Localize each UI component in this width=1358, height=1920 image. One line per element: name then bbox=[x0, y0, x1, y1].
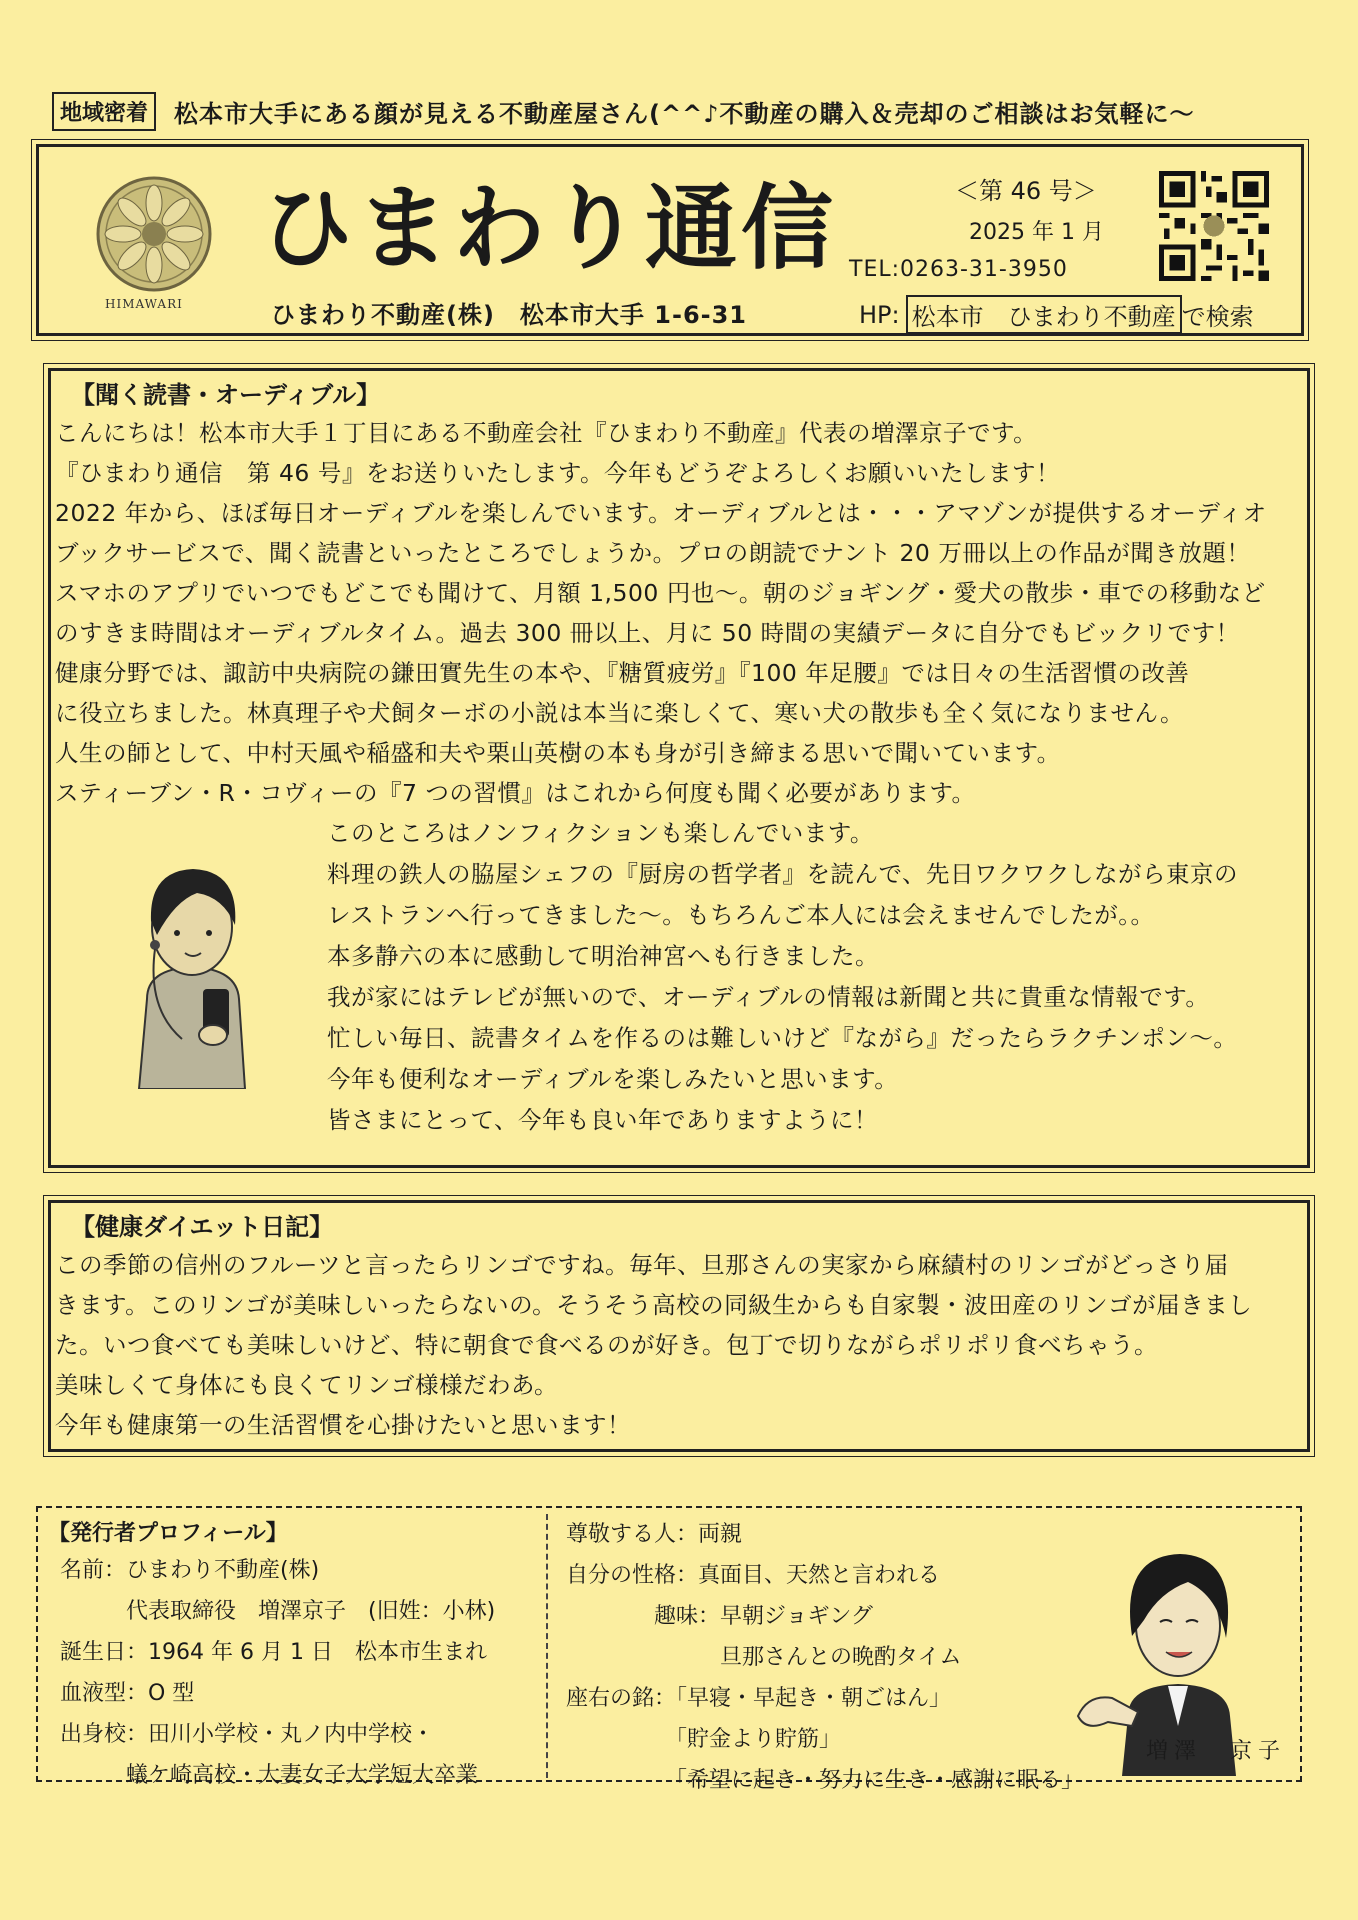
audible-line: 料理の鉄人の脇屋シェフの『厨房の哲学者』を読んで、先日ワクワクしながら東京の bbox=[327, 860, 1239, 888]
diet-line: た。いつ食べても美味しいけど、特に朝食で食べるのが好き。包丁で切りながらポリポリ食べちゃう。 bbox=[55, 1331, 1159, 1359]
profile-line: 趣味：早朝ジョギング bbox=[566, 1604, 873, 1629]
audible-line: 『ひまわり通信 第 46 号』をお送りいたします。今年もどうぞよろしくお願いいたします！ bbox=[55, 459, 1060, 487]
audible-line: スマホのアプリでいつでもどこでも聞けて、月額 1,500 円也～。朝のジョギング・愛犬の散歩・車での移動など bbox=[55, 579, 1266, 607]
audible-section bbox=[48, 368, 1310, 1168]
audible-line: のすきま時間はオーディブルタイム。過去 300 冊以上、月に 50 時間の実績データに自分でもビックリです！ bbox=[55, 619, 1240, 647]
profile-line: 「貯金より貯筋」 bbox=[566, 1727, 842, 1752]
profile-line: 出身校：田川小学校・丸ノ内中学校・ bbox=[60, 1722, 435, 1747]
audible-line: 本多静六の本に感動して明治神宮へも行きました。 bbox=[327, 942, 879, 970]
masthead bbox=[36, 144, 1304, 336]
diet-line: 美味しくて身体にも良くてリンゴ様様だわあ。 bbox=[55, 1371, 559, 1399]
audible-body bbox=[55, 413, 1267, 813]
diet-line: きます。このリンゴが美味しいったらないの。そうそう高校の同級生からも自家製・波田産のリンゴが届きまし bbox=[55, 1291, 1253, 1319]
profile-line: 座右の銘：「早寝・早起き・朝ごはん」 bbox=[566, 1686, 952, 1711]
audible-line: 人生の師として、中村天風や稲盛和夫や栗山英樹の本も身が引き締まる思いで聞いています。 bbox=[55, 739, 1061, 767]
tagline bbox=[52, 92, 1195, 130]
audible-line: 忙しい毎日、読書タイムを作るのは難しいけど『ながら』だったらラクチンポン～。 bbox=[327, 1024, 1238, 1052]
audible-line: 我が家にはテレビが無いので、オーディブルの情報は新聞と共に貴重な情報です。 bbox=[327, 983, 1210, 1011]
newsletter-title: ひまわり通信 bbox=[261, 175, 838, 282]
audible-line: 皆さまにとって、今年も良い年でありますように！ bbox=[327, 1106, 879, 1134]
sunflower-logo-icon bbox=[95, 175, 213, 293]
audible-line: こんにちは！松本市大手１丁目にある不動産会社『ひまわり不動産』代表の増澤京子です。 bbox=[55, 419, 1038, 447]
profile-right-column bbox=[566, 1514, 1083, 1801]
tagline-text: 松本市大手にある顔が見える不動産屋さん(^^♪不動産の購入＆売却のご相談はお気軽に～ bbox=[174, 99, 1195, 128]
issue-number: ＜第 46 号＞ bbox=[955, 177, 1097, 205]
hp-suffix: で検索 bbox=[1181, 303, 1254, 331]
profile-line: 蟻ケ崎高校・大妻女子大学短大卒業 bbox=[60, 1763, 479, 1788]
listening-girl-illustration bbox=[127, 849, 257, 1089]
qr-code-icon[interactable] bbox=[1159, 171, 1269, 281]
hp-search-terms: 松本市 ひまわり不動産 bbox=[906, 295, 1182, 334]
audible-line: レストランへ行ってきました～。もちろんご本人には会えませんでしたが。。 bbox=[327, 901, 1155, 929]
diet-heading: 【健康ダイエット日記】 bbox=[71, 1213, 334, 1241]
profile-line: 「希望に起き・努力に生き・感謝に眠る」 bbox=[566, 1768, 1084, 1793]
profile-heading: 【発行者プロフィール】 bbox=[48, 1521, 288, 1546]
tagline-badge: 地域密着 bbox=[52, 92, 156, 131]
profile-line: 尊敬する人：両親 bbox=[566, 1522, 743, 1547]
audible-line: に役立ちました。林真理子や犬飼ターボの小説は本当に楽しくて、寒い犬の散歩も全く気になりません。 bbox=[55, 699, 1184, 727]
audible-line: 2022 年から、ほぼ毎日オーディブルを楽しんでいます。オーディブルとは・・・アマゾンが提供するオーディオ bbox=[55, 499, 1267, 527]
profile-left-column bbox=[60, 1550, 495, 1796]
logo-label: HIMAWARI bbox=[105, 297, 183, 311]
profile-line: 代表取締役 増澤京子 (旧姓：小林) bbox=[60, 1599, 496, 1624]
telephone: TEL:0263-31-3950 bbox=[849, 257, 1068, 282]
audible-indented-body bbox=[327, 813, 1238, 1141]
audible-heading: 【聞く読書・オーディブル】 bbox=[71, 381, 381, 409]
diet-body bbox=[55, 1245, 1252, 1445]
company-address: ひまわり不動産(株) 松本市大手 1-6-31 bbox=[271, 301, 748, 329]
profile-divider bbox=[546, 1514, 548, 1778]
audible-line: 今年も便利なオーディブルを楽しみたいと思います。 bbox=[327, 1065, 899, 1093]
audible-line: ブックサービスで、聞く読書といったところでしょうか。プロの朗読でナント 20 万冊以上の作品が聞き放題！ bbox=[55, 539, 1251, 567]
hp-prefix: HP: bbox=[859, 300, 900, 329]
profile-line: 誕生日：1964 年 6 月 1 日 松本市生まれ bbox=[60, 1640, 487, 1665]
profile-line: 名前：ひまわり不動産(株) bbox=[60, 1558, 320, 1583]
profile-line: 旦那さんとの晩酌タイム bbox=[566, 1645, 962, 1670]
audible-line: このところはノンフィクションも楽しんでいます。 bbox=[327, 819, 874, 847]
audible-line: スティーブン・R・コヴィーの『7 つの習慣』はこれから何度も聞く必要があります。 bbox=[55, 779, 976, 807]
audible-line: 健康分野では、諏訪中央病院の鎌田實先生の本や、『糖質疲労』『100 年足腰』では日々の生活習慣の改善 bbox=[55, 659, 1190, 687]
homepage-search bbox=[859, 295, 1254, 334]
profile-line: 血液型：O 型 bbox=[60, 1681, 195, 1706]
diet-line: 今年も健康第一の生活習慣を心掛けたいと思います！ bbox=[55, 1411, 631, 1439]
publisher-profile bbox=[36, 1506, 1302, 1793]
publisher-signature: 増澤 京子 bbox=[1146, 1739, 1287, 1764]
issue-date: 2025 年 1 月 bbox=[969, 220, 1104, 245]
profile-line: 自分の性格：真面目、天然と言われる bbox=[566, 1563, 941, 1588]
diet-diary-section bbox=[48, 1200, 1310, 1452]
diet-line: この季節の信州のフルーツと言ったらリンゴですね。毎年、旦那さんの実家から麻績村のリンゴがどっさり届 bbox=[55, 1251, 1229, 1279]
